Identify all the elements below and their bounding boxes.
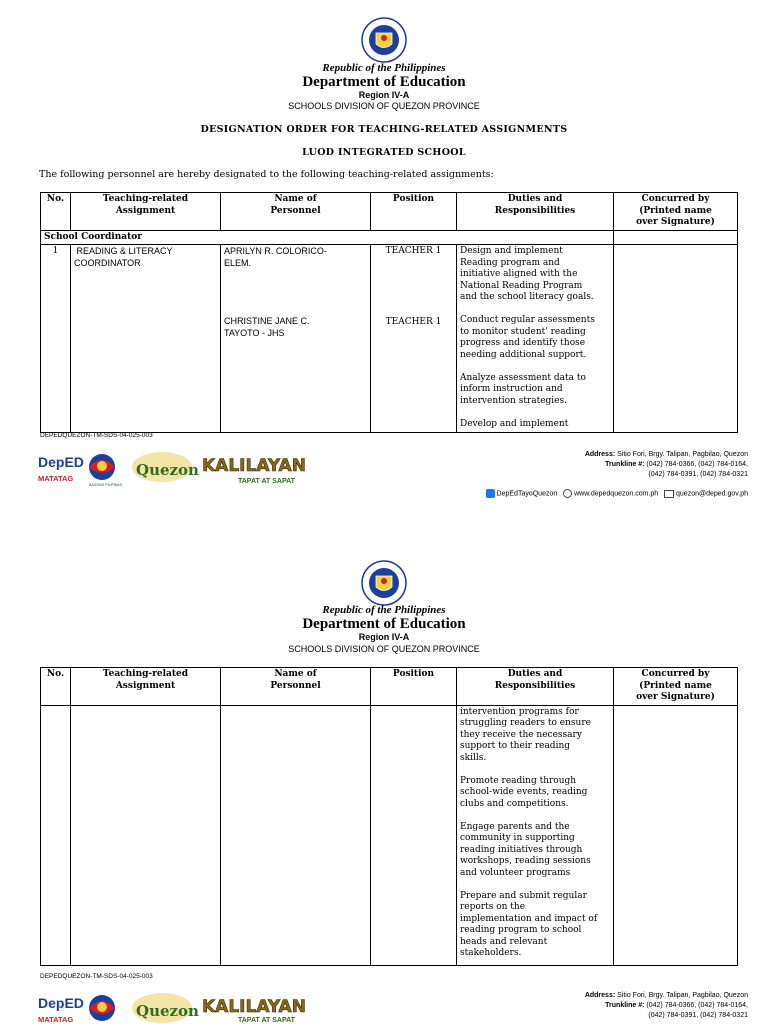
- quezon-logo-text: Quezon: [136, 1002, 199, 1020]
- assignment-table-page1: [40, 192, 738, 433]
- group-label: School Coordinator: [41, 230, 614, 245]
- table-row: [41, 705, 738, 965]
- header-assignment: Teaching-related Assignment: [71, 193, 221, 231]
- header-duties: Duties and Responsibilities: [457, 668, 614, 706]
- trunkline-2: (042) 784-0391, (042) 784-0321: [648, 471, 748, 478]
- group-row: [41, 230, 738, 245]
- kalilayan-logo-text: KALILAYAN: [202, 997, 306, 1017]
- tapat-text: TAPAT AT SAPAT: [238, 478, 295, 485]
- deped-logo-text: DepED: [38, 454, 84, 470]
- address-label: Address:: [584, 451, 616, 458]
- header-position: Position: [371, 193, 457, 231]
- header-personnel: Name of Personnel: [221, 668, 371, 706]
- department-name: Department of Education: [302, 74, 466, 90]
- footer-logos-page2: [38, 990, 328, 1024]
- header-concurred: Concurred by (Printed name over Signature): [614, 668, 738, 706]
- division-line: SCHOOLS DIVISION OF QUEZON PROVINCE: [288, 101, 480, 111]
- trunkline-label: Trunkline #:: [605, 1002, 645, 1009]
- kalilayan-logo-text: KALILAYAN: [202, 456, 306, 476]
- header-position: Position: [371, 668, 457, 706]
- document-code-page2: DEPEDQUEZON-TM-SDS-04-025-003: [40, 973, 153, 980]
- row-number: 1: [41, 245, 71, 433]
- mail-icon: [664, 490, 674, 498]
- facebook-link[interactable]: DepEdTayoQuezon: [496, 490, 558, 498]
- personnel-1: APRILYN R. COLORICO- ELEM.: [224, 246, 327, 268]
- personnel-2: CHRISTINE JANE C. TAYOTO - JHS: [224, 316, 310, 338]
- website-link[interactable]: www.depedquezon.com.ph: [574, 490, 659, 498]
- position-1: TEACHER 1: [385, 246, 442, 256]
- table-header-row: [41, 193, 738, 231]
- table-row: [41, 245, 738, 433]
- assignment-cell: READING & LITERACY COORDINATOR: [71, 245, 221, 433]
- header-no: No.: [41, 193, 71, 231]
- trunkline-1: (042) 784-0366, (042) 784-0164,: [646, 461, 748, 468]
- region-line: Region IV-A: [358, 90, 410, 100]
- deped-seal-logo: [361, 17, 407, 63]
- deped-seal-logo-page2: [361, 560, 407, 606]
- duties-cell-continued: intervention programs for struggling readers to ensure they receive the necessary support to their reading skills. Promote reading through school-wide events, reading clubs and competitions. Engage parents and the community in supporting reading initiatives through workshops, reading sessions and volunteer programs Prepare and submit regular reports on the implementation and impact of reading program to school heads and relevant stakeholders.: [457, 705, 614, 965]
- tapat-text: TAPAT AT SAPAT: [238, 1017, 295, 1024]
- table-header-row: [41, 668, 738, 706]
- matatag-text: MATATAG: [38, 1015, 74, 1024]
- trunkline-1: (042) 784-0366, (042) 784-0164,: [646, 1002, 748, 1009]
- address-block-page2: [448, 991, 748, 1021]
- department-name-page2: Department of Education: [302, 616, 466, 632]
- email-link[interactable]: quezon@deped.gov.ph: [676, 490, 748, 498]
- trunkline-label: Trunkline #:: [605, 461, 645, 468]
- header-duties: Duties and Responsibilities: [457, 193, 614, 231]
- duties-cell: Design and implement Reading program and initiative aligned with the National Reading Program and the school literacy goals. Conduct regular assessments to monitor student' reading progress and identify those needing additional support. Analyze assessment data to inform instruction and intervention strategies. Develop and implement: [457, 245, 614, 433]
- republic-line-page2: Republic of the Philippines: [322, 604, 446, 616]
- address-text: Sitio Fori, Brgy. Talipan, Pagbilao, Quezon: [617, 451, 748, 458]
- address-block: [448, 450, 748, 480]
- school-name: LUOD INTEGRATED SCHOOL: [302, 147, 466, 158]
- header-assignment: Teaching-related Assignment: [71, 668, 221, 706]
- quezon-logo-text: Quezon: [136, 461, 199, 479]
- facebook-icon: [486, 489, 495, 498]
- position-2: TEACHER 1: [385, 316, 442, 327]
- footer-logos: [38, 449, 328, 489]
- division-line-page2: SCHOOLS DIVISION OF QUEZON PROVINCE: [288, 644, 480, 654]
- header-concurred: Concurred by (Printed name over Signature): [614, 193, 738, 231]
- header-personnel: Name of Personnel: [221, 193, 371, 231]
- region-line-page2: Region IV-A: [358, 632, 410, 642]
- assignment-table-page2: [40, 667, 738, 966]
- intro-paragraph: The following personnel are hereby designated to the following teaching-related assignments:: [39, 169, 494, 180]
- bagong-pilipinas-text: BAGONG PILIPINAS: [89, 483, 123, 487]
- deped-logo-text: DepED: [38, 995, 84, 1011]
- globe-icon: [563, 489, 572, 498]
- address-text: Sitio Fori, Brgy. Talipan, Pagbilao, Quezon: [617, 992, 748, 999]
- trunkline-2: (042) 784-0391, (042) 784-0321: [648, 1012, 748, 1019]
- matatag-text: MATATAG: [38, 474, 74, 483]
- address-label: Address:: [584, 992, 616, 999]
- personnel-cell: [221, 245, 371, 433]
- header-no: No.: [41, 668, 71, 706]
- concurred-cell: [614, 245, 738, 433]
- document-title: DESIGNATION ORDER FOR TEACHING-RELATED ASSIGNMENTS: [200, 124, 568, 135]
- document-code: DEPEDQUEZON-TM-SDS-04-025-003: [40, 432, 153, 439]
- republic-line: Republic of the Philippines: [322, 62, 446, 74]
- position-cell: [371, 245, 457, 433]
- contact-line: [486, 489, 748, 498]
